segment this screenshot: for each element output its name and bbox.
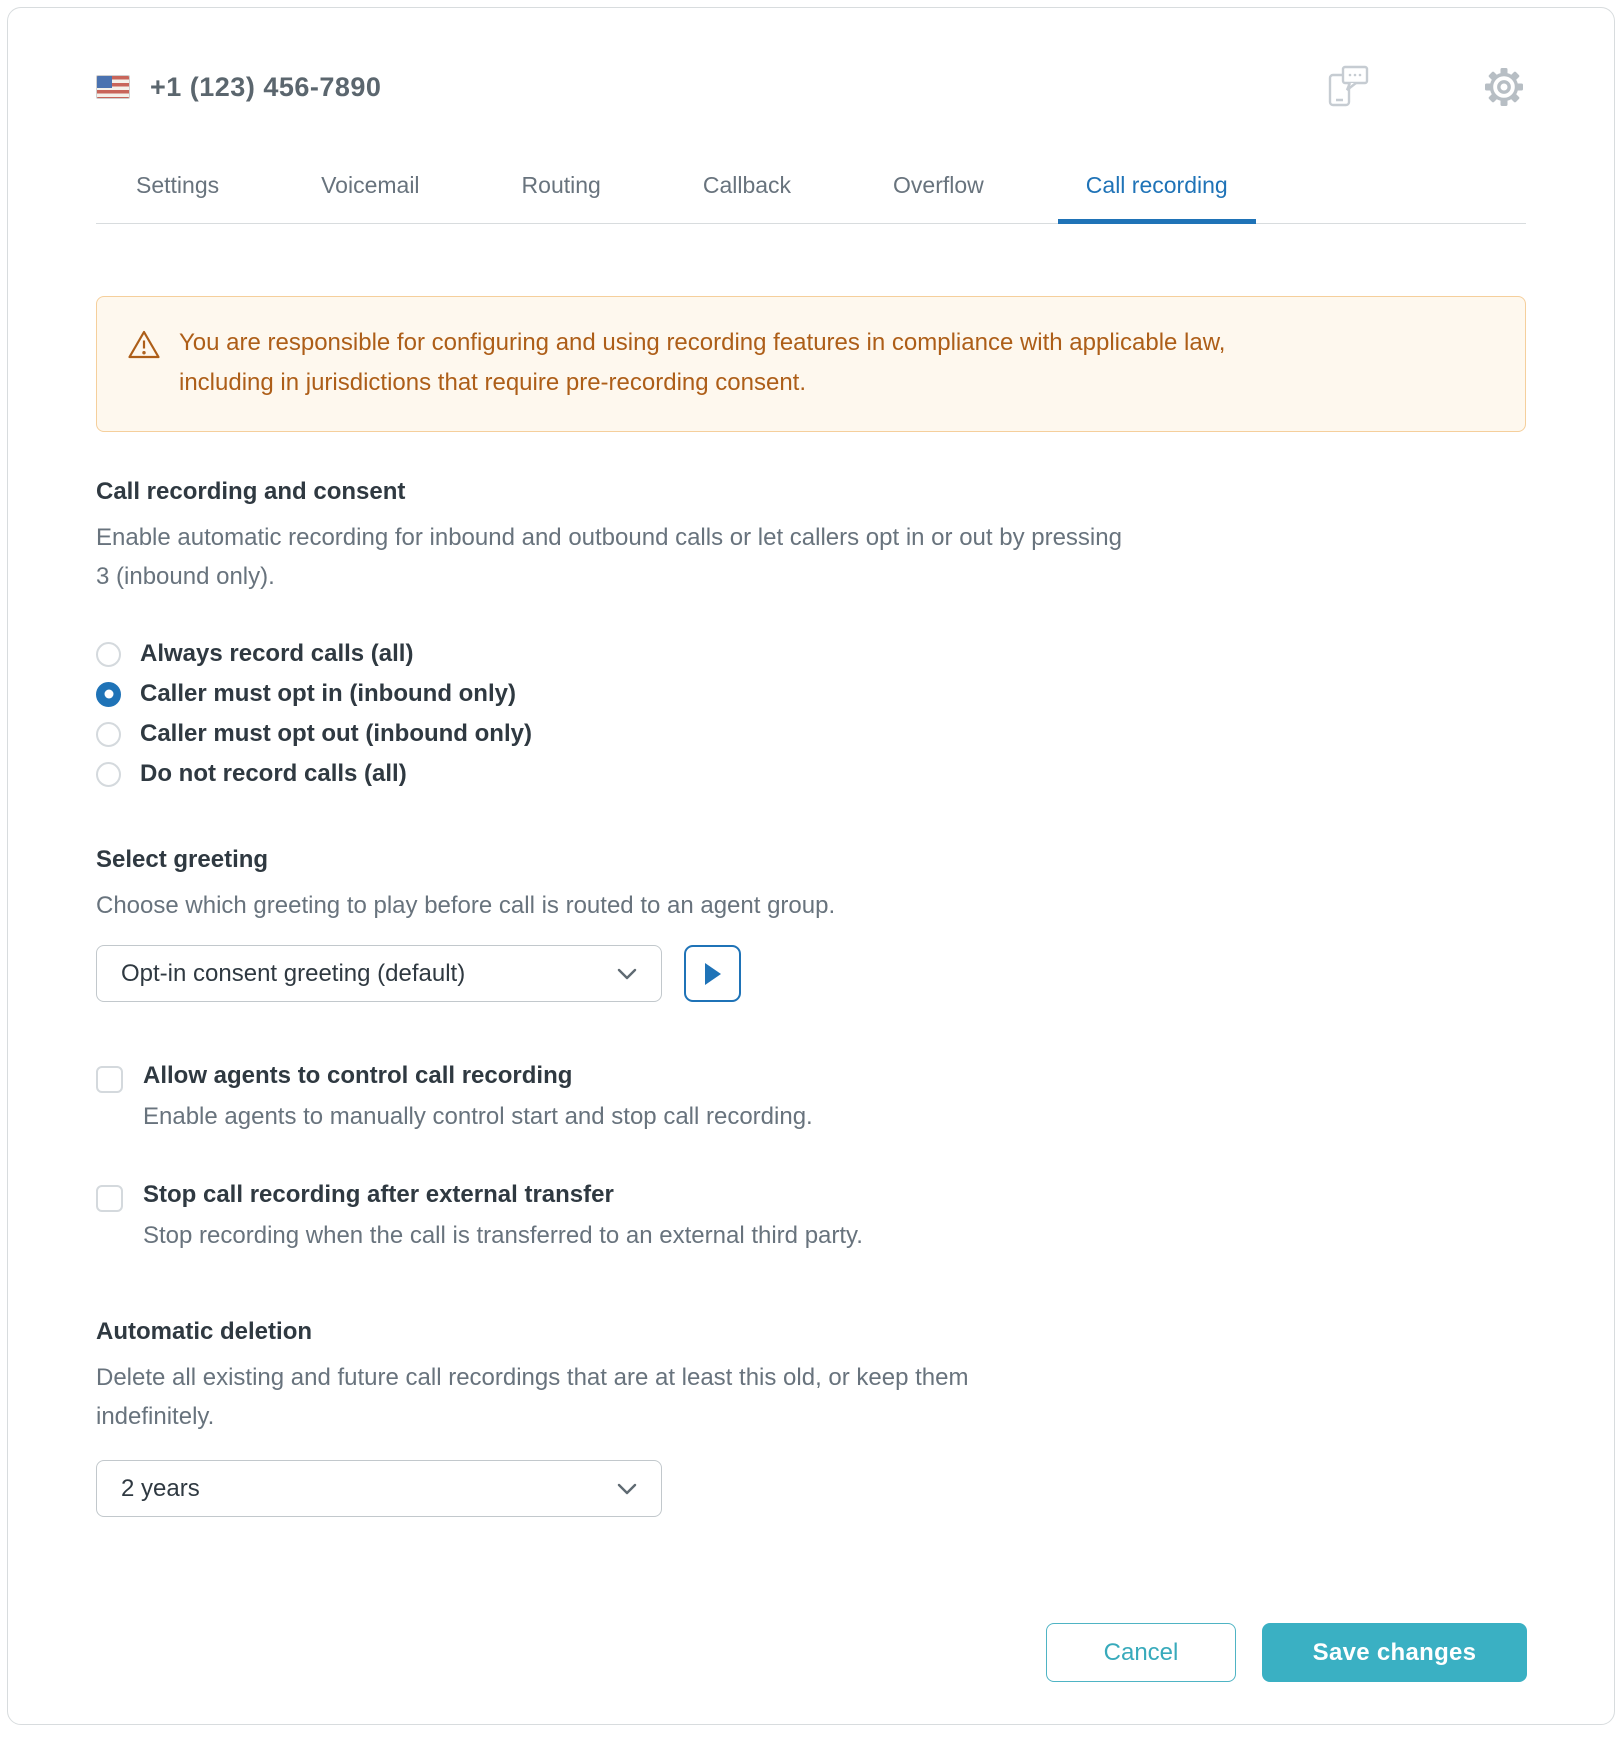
consent-section bbox=[96, 478, 1526, 794]
agents-control-label[interactable]: Allow agents to control call recording bbox=[143, 1062, 573, 1089]
tab-callback[interactable]: Callback bbox=[702, 172, 792, 198]
checkbox-allow-agents-control[interactable] bbox=[96, 1066, 123, 1093]
deletion-period-value: 2 years bbox=[121, 1474, 200, 1502]
agents-control-description: Enable agents to manually control start and stop call recording. bbox=[143, 1103, 813, 1130]
warning-triangle-icon bbox=[127, 329, 161, 360]
phone-number-settings-panel bbox=[7, 7, 1615, 1725]
save-changes-button[interactable]: Save changes bbox=[1262, 1623, 1527, 1682]
compliance-warning-banner bbox=[96, 296, 1526, 432]
radio-circle[interactable] bbox=[96, 682, 121, 707]
recording-mode-radio-group bbox=[96, 634, 1526, 794]
radio-caller-must-opt-in[interactable]: Caller must opt in (inbound only) bbox=[96, 674, 1526, 714]
phone-message-icon[interactable] bbox=[1326, 64, 1374, 110]
radio-circle[interactable] bbox=[96, 642, 121, 667]
deletion-period-dropdown[interactable] bbox=[96, 1460, 662, 1517]
greeting-section-title: Select greeting bbox=[96, 846, 269, 873]
stop-after-transfer-row bbox=[96, 1181, 1526, 1254]
radio-always-record-calls[interactable]: Always record calls (all) bbox=[96, 634, 1526, 674]
deletion-section-description: Delete all existing and future call recordings that are at least this old, or keep them indefinitely. bbox=[96, 1364, 969, 1430]
tab-routing[interactable]: Routing bbox=[521, 172, 601, 198]
greeting-dropdown[interactable] bbox=[96, 945, 662, 1002]
footer-actions bbox=[1046, 1623, 1527, 1682]
consent-section-title: Call recording and consent bbox=[96, 478, 406, 505]
tab-call-recording[interactable]: Call recording bbox=[1058, 172, 1256, 223]
tab-settings[interactable]: Settings bbox=[136, 172, 220, 198]
warning-text: You are responsible for configuring and using recording features in compliance with applicable law, including in jurisdictions that require pre-recording consent. bbox=[179, 329, 1226, 396]
gear-icon[interactable] bbox=[1482, 65, 1526, 109]
radio-caller-must-opt-out[interactable]: Caller must opt out (inbound only) bbox=[96, 714, 1526, 754]
tab-voicemail[interactable]: Voicemail bbox=[321, 172, 420, 198]
deletion-section bbox=[96, 1318, 1526, 1517]
tab-bar bbox=[96, 172, 1526, 224]
play-icon bbox=[704, 962, 722, 986]
agents-control-row bbox=[96, 1062, 1526, 1135]
consent-section-description: Enable automatic recording for inbound and outbound calls or let callers opt in or out by pressing 3 (inbound only). bbox=[96, 524, 1122, 590]
play-greeting-button[interactable] bbox=[684, 945, 741, 1002]
stop-after-transfer-label[interactable]: Stop call recording after external transfer bbox=[143, 1181, 614, 1208]
checkbox-stop-after-transfer[interactable] bbox=[96, 1185, 123, 1212]
greeting-section-description: Choose which greeting to play before call is routed to an agent group. bbox=[96, 892, 836, 919]
greeting-dropdown-value: Opt-in consent greeting (default) bbox=[121, 959, 466, 987]
cancel-button[interactable]: Cancel bbox=[1046, 1623, 1236, 1682]
radio-do-not-record-calls[interactable]: Do not record calls (all) bbox=[96, 754, 1526, 794]
header bbox=[96, 64, 1526, 110]
tab-overflow[interactable]: Overflow bbox=[893, 172, 984, 198]
radio-circle[interactable] bbox=[96, 762, 121, 787]
us-flag-icon bbox=[96, 75, 130, 99]
chevron-down-icon bbox=[617, 968, 637, 980]
deletion-section-title: Automatic deletion bbox=[96, 1318, 313, 1345]
phone-number: +1 (123) 456-7890 bbox=[150, 71, 382, 102]
stop-after-transfer-description: Stop recording when the call is transferred to an external third party. bbox=[143, 1222, 863, 1249]
chevron-down-icon bbox=[617, 1483, 637, 1495]
radio-circle[interactable] bbox=[96, 722, 121, 747]
greeting-section bbox=[96, 846, 1526, 1002]
